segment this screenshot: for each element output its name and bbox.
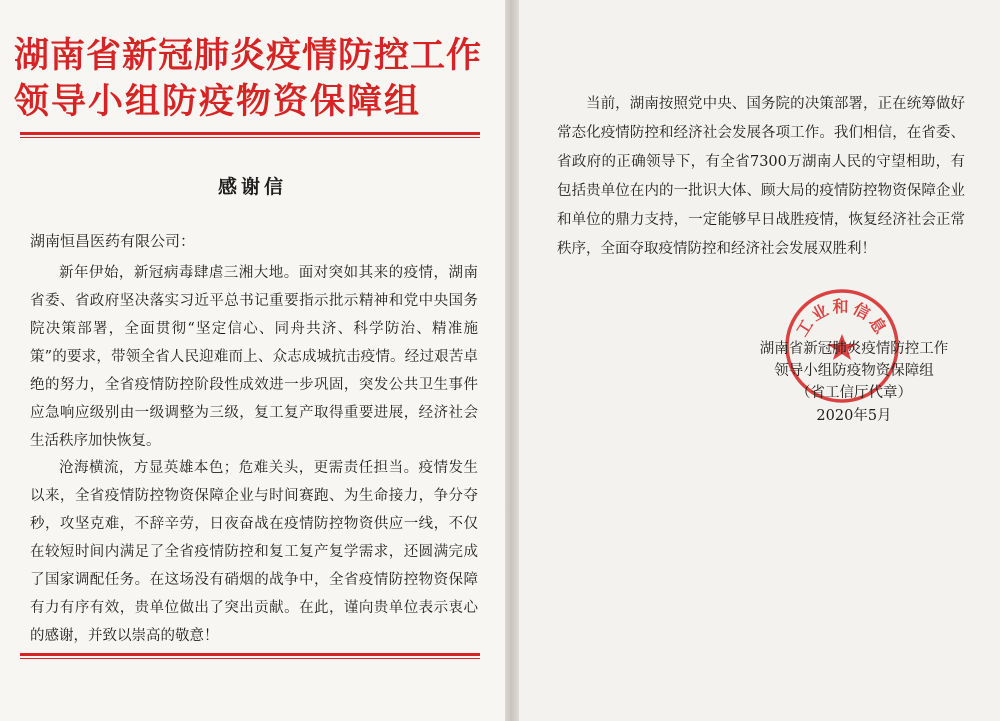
red-rule-top-thick xyxy=(20,132,480,135)
red-rule-bottom-thick xyxy=(20,653,480,656)
signature-date: 2020年5月 xyxy=(816,408,892,424)
letter-title: 感谢信 xyxy=(217,176,287,198)
seal-text: 工业和信息 xyxy=(792,297,892,340)
signature-org-line-2: 领导小组防疫物资保障组 xyxy=(774,363,934,379)
letter-page-right xyxy=(519,0,1000,721)
body-paragraph-2: 沧海横流，方显英雄本色；危难关头，更需责任担当。疫情发生以来，全省疫情防控物资保障企业与时间赛跑、为生命接力，争分夺秒，攻坚克难，不辞辛劳，日夜奋战在疫情防控物资供应一线，不仅在较短时间内满足了全省疫情防控和复工复产复学需求，还圆满完成了国家调配任务。在这场没有硝烟的战争中，全省疫情防控物资保障有力有序有效，贵单位做出了突出贡献。在此，谨向贵单位表示衷心的感谢，并致以崇高的敬意！ xyxy=(30,460,478,644)
body-paragraph-1: 新年伊始，新冠病毒肆虐三湘大地。面对突如其来的疫情，湖南省委、省政府坚决落实习近平总书记重要指示批示精神和党中央国务院决策部署，全面贯彻“坚定信心、同舟共济、科学防治、精准施策”的要求，带领全省人民迎难而上、众志成城抗击疫情。经过艰苦卓绝的努力，全省疫情防控阶段性成效进一步巩固，突发公共卫生事件应急响应级别由一级调整为三级，复工复产取得重要进展，经济社会生活秩序加快恢复。 xyxy=(30,265,478,449)
red-rule-bottom-thin xyxy=(20,658,480,659)
signature-org-line-1: 湖南省新冠肺炎疫情防控工作 xyxy=(759,341,949,357)
page-gutter xyxy=(505,0,519,721)
signature-on-behalf: （省工信厅代章） xyxy=(796,385,912,401)
letterhead-line-1: 湖南省新冠肺炎疫情防控工作 xyxy=(14,36,483,76)
red-rule-top-thin xyxy=(20,137,480,138)
body-paragraph-3: 当前，湖南按照党中央、国务院的决策部署，正在统筹做好常态化疫情防控和经济社会发展各项工作。我们相信，在省委、省政府的正确领导下，有全省7300万湖南人民的守望相助，有包括贵单位在内的一批识大体、顾大局的疫情防控物资保障企业和单位的鼎力支持，一定能够早日战胜疫情，恢复经济社会正常秩序，全面夺取疫情防控和经济社会发展双胜利！ xyxy=(557,96,965,257)
letterhead-line-2: 领导小组防疫物资保障组 xyxy=(14,82,422,122)
salutation: 湖南恒昌医药有限公司： xyxy=(30,232,196,250)
